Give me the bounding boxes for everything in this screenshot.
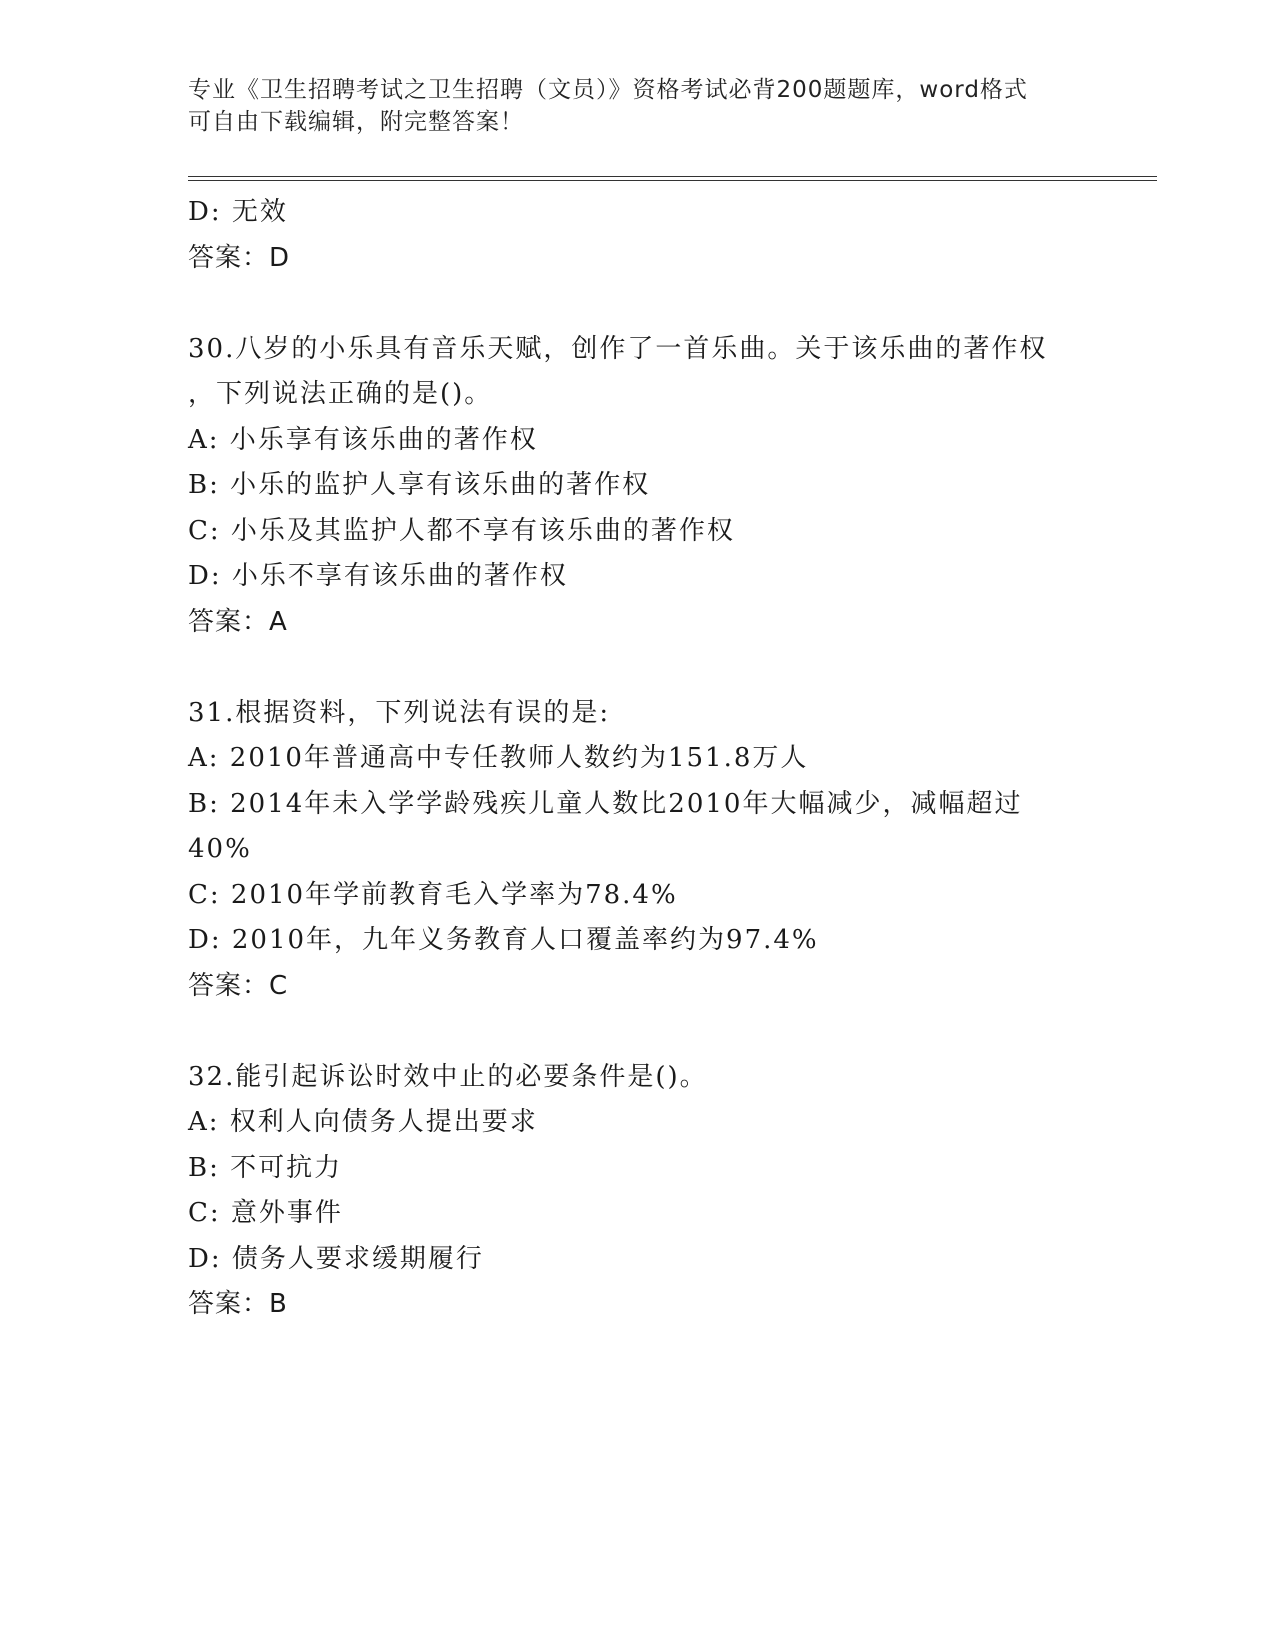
option-b-line-2: 40% bbox=[188, 834, 252, 864]
question-content bbox=[188, 190, 1088, 1328]
header-title-line-1: 专业《卫生招聘考试之卫生招聘（文员）》资格考试必背200题题库，word格式 bbox=[188, 77, 1028, 103]
header-divider bbox=[188, 176, 1157, 181]
option-d: D: 小乐不享有该乐曲的著作权 bbox=[188, 561, 568, 591]
option-a: A: 权利人向债务人提出要求 bbox=[188, 1107, 538, 1137]
option-a: A: 小乐享有该乐曲的著作权 bbox=[188, 424, 538, 455]
answer-line: 答案：D bbox=[188, 242, 291, 273]
question-block-29-tail bbox=[188, 190, 1088, 281]
answer-line: 答案：A bbox=[188, 606, 288, 637]
option-c: C: 2010年学前教育毛入学率为78.4% bbox=[188, 879, 678, 910]
option-b-line-1: B: 2014年未入学学龄残疾儿童人数比2010年大幅减少，减幅超过 bbox=[188, 788, 1023, 819]
question-stem: 32.能引起诉讼时效中止的必要条件是()。 bbox=[188, 1061, 708, 1092]
document-header bbox=[188, 74, 1088, 138]
header-title-line-2: 可自由下载编辑，附完整答案！ bbox=[188, 109, 524, 135]
option-b: B: 小乐的监护人享有该乐曲的著作权 bbox=[188, 470, 651, 500]
question-block-31 bbox=[188, 691, 1088, 1010]
spacer bbox=[188, 281, 1088, 327]
answer-line: 答案：C bbox=[188, 970, 289, 1001]
spacer bbox=[188, 1009, 1088, 1055]
question-block-32 bbox=[188, 1055, 1088, 1328]
option-d: D: 债务人要求缓期履行 bbox=[188, 1243, 484, 1274]
spacer bbox=[188, 645, 1088, 691]
question-stem: 31.根据资料，下列说法有误的是: bbox=[188, 697, 611, 728]
answer-line: 答案：B bbox=[188, 1289, 288, 1319]
option-c: C: 意外事件 bbox=[188, 1198, 343, 1228]
option-d: D: 2010年，九年义务教育人口覆盖率约为97.4% bbox=[188, 925, 819, 955]
question-stem-line-2: ，下列说法正确的是()。 bbox=[188, 379, 493, 409]
option-d: D: 无效 bbox=[188, 197, 288, 227]
option-b: B: 不可抗力 bbox=[188, 1152, 343, 1183]
option-a: A: 2010年普通高中专任教师人数约为151.8万人 bbox=[188, 743, 809, 773]
question-stem-line-1: 30.八岁的小乐具有音乐天赋，创作了一首乐曲。关于该乐曲的著作权 bbox=[188, 333, 1048, 364]
question-block-30 bbox=[188, 327, 1088, 646]
option-c: C: 小乐及其监护人都不享有该乐曲的著作权 bbox=[188, 515, 735, 546]
